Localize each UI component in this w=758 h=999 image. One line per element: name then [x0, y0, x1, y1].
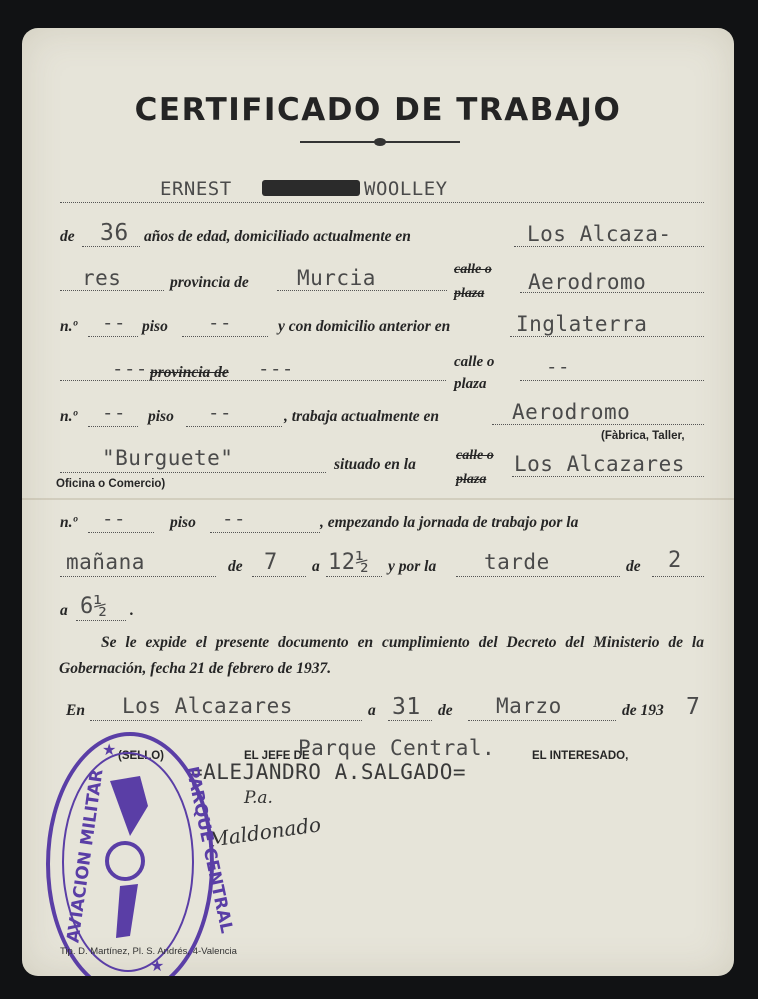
label-province-2: provincia de — [150, 364, 229, 381]
label-plaza-3: plaza — [456, 472, 487, 487]
workplace-name-line — [60, 472, 326, 473]
piso-value-2: -- — [208, 402, 232, 424]
number-line-2 — [88, 426, 138, 427]
city-line — [514, 246, 704, 247]
piso-value: -- — [208, 312, 232, 334]
number-value: -- — [102, 312, 126, 334]
seal-text-left: AVIACION MILITAR — [63, 767, 108, 945]
label-de-3: de — [626, 558, 641, 575]
label-works-at: , trabaja actualmente en — [284, 408, 439, 425]
place-line — [90, 720, 362, 721]
number-line — [88, 336, 138, 337]
name-line — [60, 202, 704, 203]
morning-from-line — [252, 576, 306, 577]
street-line — [520, 292, 704, 293]
afternoon-from: 2 — [668, 548, 682, 573]
piso-line — [182, 336, 268, 337]
pa-mark: P.a. — [244, 788, 273, 808]
name-first: ERNEST — [160, 178, 232, 200]
jefe-value: Parque Central. — [298, 736, 496, 760]
city-cont-line — [60, 290, 164, 291]
label-piso-3: piso — [170, 514, 196, 531]
label-calle: calle o — [454, 262, 492, 277]
street-value: Aerodromo — [528, 270, 647, 294]
workplace-name: "Burguete" — [102, 446, 234, 470]
certificate-card — [22, 28, 734, 976]
city-value: Los Alcaza- — [527, 222, 672, 246]
afternoon-from-line — [652, 576, 704, 577]
label-jefe: EL JEFE DE — [244, 750, 310, 762]
afternoon-to: 6½ — [80, 594, 108, 619]
label-previous-domicile: y con domicilio anterior en — [278, 318, 451, 335]
label-a-2: a — [60, 602, 68, 619]
province-line — [277, 290, 447, 291]
place-value: Los Alcazares — [122, 694, 293, 718]
note-oficina: Oficina o Comercio) — [56, 478, 166, 490]
prev-street-line — [520, 380, 704, 381]
label-piso-2: piso — [148, 408, 174, 425]
military-seal — [46, 732, 237, 976]
morning-value: mañana — [66, 550, 145, 574]
afternoon-value: tarde — [484, 550, 550, 574]
age-line — [82, 246, 140, 247]
label-province: provincia de — [170, 274, 249, 291]
document-title: CERTIFICADO DE TRABAJO — [134, 92, 622, 128]
workplace-line — [492, 424, 704, 425]
city-continued: res — [82, 266, 122, 290]
label-calle-2: calle o — [454, 354, 495, 370]
redacted-middle-name — [262, 180, 360, 196]
fold-crease — [22, 498, 734, 500]
note-fabrica: (Fàbrica, Taller, — [601, 430, 685, 442]
morning-to: 12½ — [328, 550, 370, 575]
previous-domicile-value: Inglaterra — [516, 312, 648, 336]
location-value: Los Alcazares — [514, 452, 685, 476]
location-line — [512, 476, 704, 477]
afternoon-to-line — [76, 620, 126, 621]
official-name: =ALEJANDRO A.SALGADO= — [190, 760, 467, 784]
prev-street-dash: -- — [546, 356, 570, 378]
morning-from: 7 — [264, 550, 278, 575]
label-domicile: años de edad, domiciliado actualmente en — [144, 228, 411, 245]
label-sello: (SELLO) — [118, 750, 164, 762]
province-value: Murcia — [297, 266, 376, 290]
star-icon: ★ — [102, 742, 117, 759]
wings-emblem-icon — [90, 776, 160, 946]
piso-line-3 — [210, 532, 320, 533]
prev-city-dash: --- — [112, 358, 148, 380]
prev-province-dash: --- — [258, 358, 294, 380]
year-digit: 7 — [686, 694, 701, 720]
month-value: Marzo — [496, 694, 562, 718]
label-number-2: n.º — [60, 408, 78, 425]
age-value: 36 — [100, 220, 129, 246]
signature: Maldonado — [206, 812, 323, 852]
previous-domicile-line — [510, 336, 704, 337]
label-interesado: EL INTERESADO, — [532, 750, 629, 762]
label-number-3: n.º — [60, 514, 78, 531]
day-value: 31 — [392, 694, 421, 720]
seal-text-right: PARQUE CENTRAL — [181, 764, 237, 936]
label-piso: piso — [142, 318, 168, 335]
afternoon-line — [456, 576, 620, 577]
prev-line — [60, 380, 446, 381]
piso-value-3: -- — [222, 508, 246, 530]
star-icon: ★ — [150, 958, 165, 975]
label-de-2: de — [228, 558, 243, 575]
decree-paragraph: Se le expide el presente documento en cumplimiento del Decreto del Ministerio de la Gobernación, fecha 21 de febrero de 1937. — [59, 634, 704, 677]
day-line — [388, 720, 432, 721]
morning-to-line — [326, 576, 382, 577]
morning-line — [60, 576, 216, 577]
label-de: de — [60, 228, 75, 245]
label-schedule: , empezando la jornada de trabajo por la — [320, 514, 579, 531]
workplace-value: Aerodromo — [512, 400, 631, 424]
number-value-3: -- — [102, 508, 126, 530]
title-ornament-rule — [300, 141, 460, 143]
label-en: En — [66, 702, 85, 719]
label-situado: situado en la — [334, 456, 416, 473]
month-line — [468, 720, 616, 721]
printer-credit: Tip. D. Martínez, Pl. S. Andrés, 4-Valencia — [60, 946, 237, 957]
number-value-2: -- — [102, 402, 126, 424]
label-a: a — [312, 558, 320, 575]
label-year-prefix: de 193 — [622, 702, 664, 719]
label-plaza-2: plaza — [454, 376, 487, 392]
piso-line-2 — [186, 426, 282, 427]
number-line-3 — [88, 532, 154, 533]
label-a-date: a — [368, 702, 376, 719]
row9-end: . — [130, 602, 134, 619]
label-plaza: plaza — [454, 286, 485, 301]
label-calle-3: calle o — [456, 448, 494, 463]
label-de-date: de — [438, 702, 453, 719]
name-last: WOOLLEY — [364, 178, 448, 200]
label-number: n.º — [60, 318, 78, 335]
label-y-por-la: y por la — [388, 558, 437, 575]
